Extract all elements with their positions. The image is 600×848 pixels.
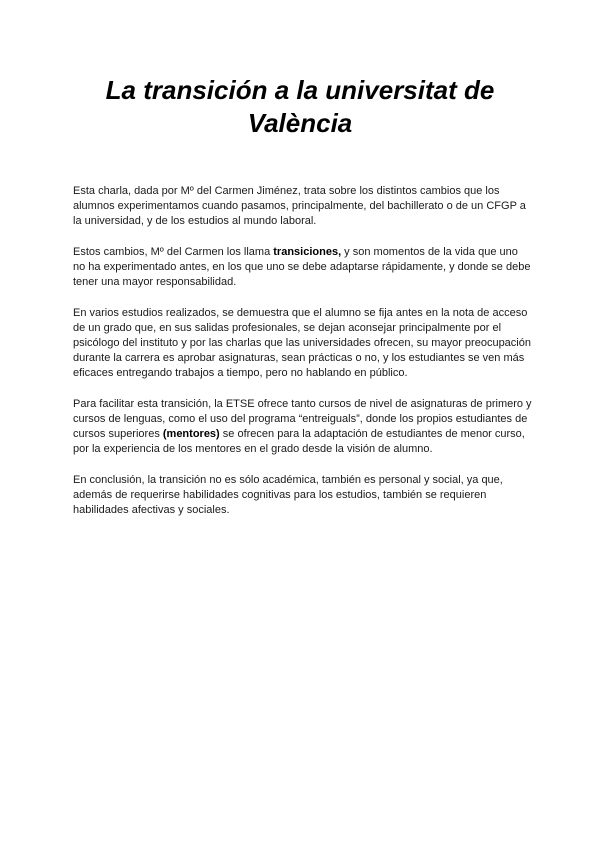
paragraph-text: Para facilitar esta transición, la ETSE ofrece tanto cursos de nivel de asignaturas de primero y cursos de lenguas, como el uso del programa “entreiguals”, donde los propios estudiantes de cursos superiores xyxy=(73,398,532,440)
paragraph-transiciones xyxy=(73,245,533,290)
document-title: La transición a la universitat de València xyxy=(105,75,495,138)
paragraph-conclusion xyxy=(73,473,533,518)
paragraph-text: Esta charla, dada por Mº del Carmen Jiménez, trata sobre los distintos cambios que los alumnos experimentamos cuando pasamos, principalmente, del bachillerato o de un CFGP a la universidad, y de los estudios al mundo laboral. xyxy=(73,185,526,227)
paragraph-text: se ofrecen para la adaptación de estudiantes de menor curso, por la experiencia de los mentores en el grado desde la visión de alumno. xyxy=(73,428,525,455)
bold-term-transiciones: transiciones, xyxy=(273,246,342,258)
paragraph-etse xyxy=(73,397,533,457)
bold-term-mentores: (mentores) xyxy=(162,428,220,440)
paragraph-estudios xyxy=(73,306,533,381)
document-body xyxy=(73,184,533,534)
paragraph-intro xyxy=(73,184,533,229)
paragraph-text: En varios estudios realizados, se demuestra que el alumno se fija antes en la nota de acceso de un grado que, en sus salidas profesionales, se dejan aconsejar principalmente por el psicólogo del instituto y por las charlas que las universidades ofrecen, su mayor preocupación durante la carrera es aprobar asignaturas, sean prácticas o no, y los estudiantes se ven más eficaces entregando trabajos a tiempo, pero no hablando en público. xyxy=(73,307,531,379)
paragraph-text: Estos cambios, Mº del Carmen los llama xyxy=(73,246,274,258)
paragraph-text: En conclusión, la transición no es sólo académica, también es personal y social, ya que, además de requerirse habilidades cognitivas para los estudios, también se requieren habilidades afectivas y sociales. xyxy=(73,474,503,516)
paragraph-text: y son momentos de la vida que uno no ha experimentado antes, en los que uno se debe adaptarse rápidamente, y donde se debe tener una mayor responsabilidad. xyxy=(73,246,531,288)
